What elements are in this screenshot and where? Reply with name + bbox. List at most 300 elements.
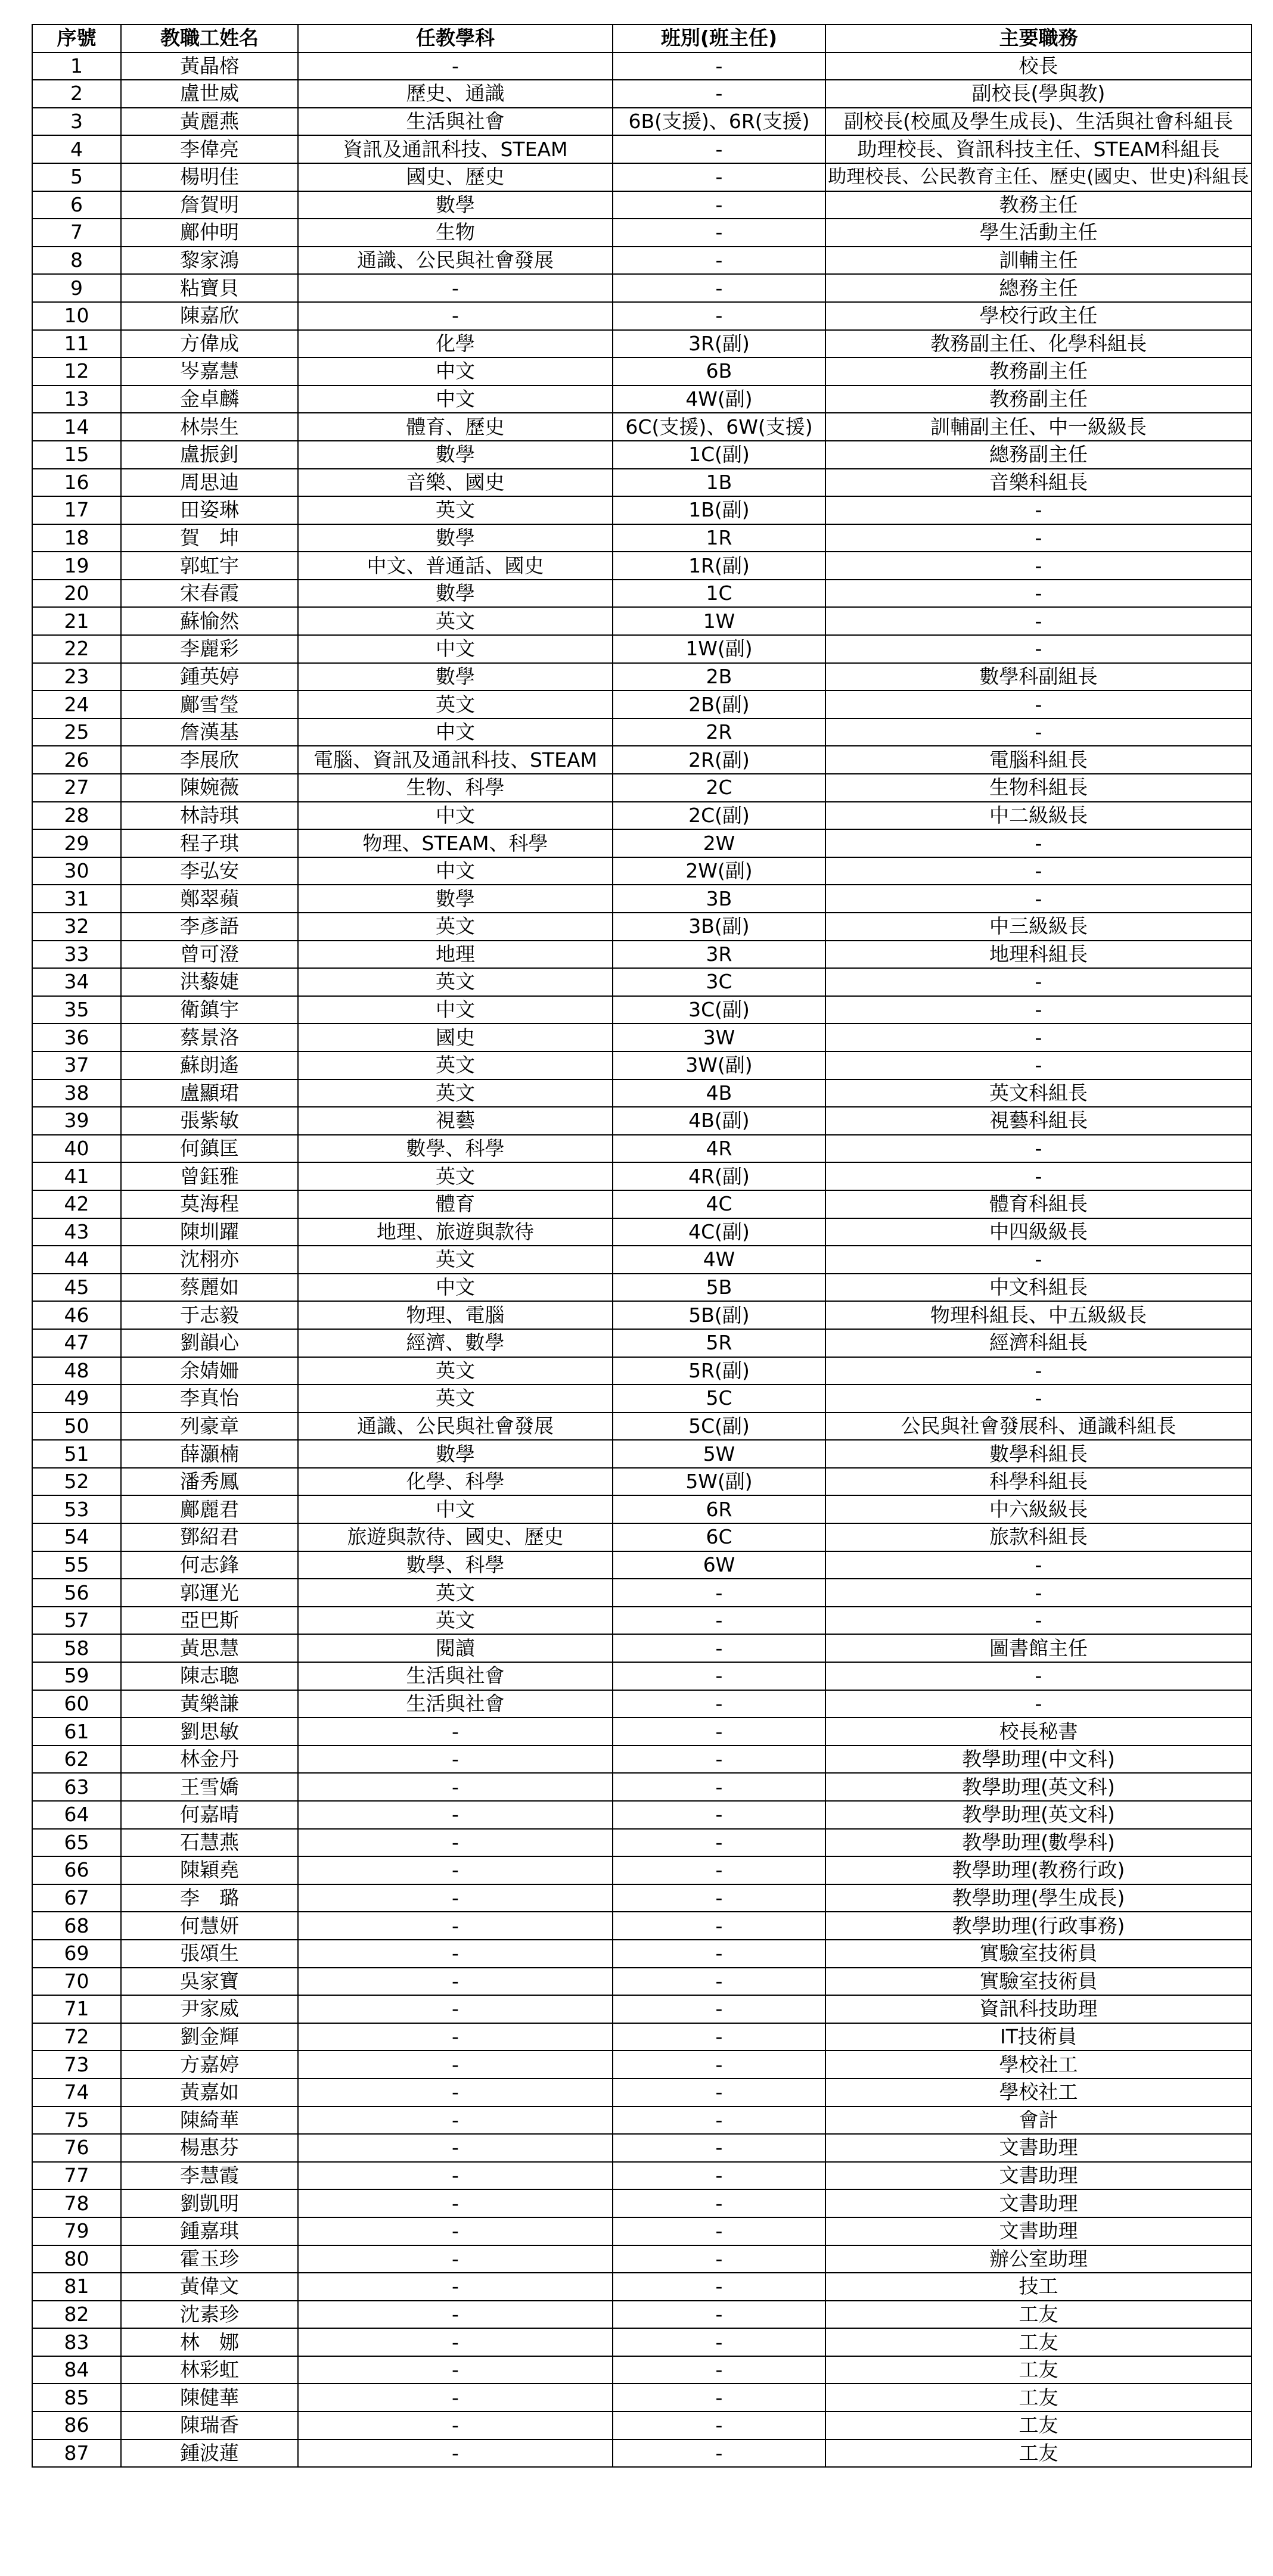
main-duties-cell: - bbox=[825, 1135, 1252, 1163]
table-row bbox=[32, 1357, 1252, 1385]
class-teacher-cell: 3C(副) bbox=[613, 996, 825, 1024]
table-row bbox=[32, 1718, 1252, 1746]
main-duties-cell: 公民與社會發展科、通識科組長 bbox=[825, 1413, 1252, 1441]
staff-name-cell: 鍾英婷 bbox=[121, 663, 298, 691]
main-duties-cell: 教學助理(英文科) bbox=[825, 1801, 1252, 1829]
serial-number-cell: 36 bbox=[32, 1023, 121, 1051]
staff-name-cell: 鄺雪瑩 bbox=[121, 690, 298, 718]
subjects-cell: 歷史、通識 bbox=[298, 80, 613, 108]
serial-number-cell: 86 bbox=[32, 2412, 121, 2440]
subjects-cell: 英文 bbox=[298, 1246, 613, 1274]
subjects-cell: 生活與社會 bbox=[298, 108, 613, 136]
staff-name-cell: 鍾波蓮 bbox=[121, 2440, 298, 2468]
serial-number-cell: 53 bbox=[32, 1495, 121, 1523]
main-duties-cell: 教學助理(數學科) bbox=[825, 1829, 1252, 1857]
class-teacher-cell: 5B(副) bbox=[613, 1301, 825, 1329]
main-duties-cell: 副校長(校風及學生成長)、生活與社會科組長 bbox=[825, 108, 1252, 136]
staff-name-cell: 黃偉文 bbox=[121, 2273, 298, 2301]
serial-number-cell: 69 bbox=[32, 1940, 121, 1968]
class-teacher-cell: 6B bbox=[613, 357, 825, 385]
subjects-cell: - bbox=[298, 2245, 613, 2273]
table-row bbox=[32, 2079, 1252, 2107]
class-teacher-cell: - bbox=[613, 1690, 825, 1718]
table-row bbox=[32, 1801, 1252, 1829]
header-subjects: 任教學科 bbox=[298, 24, 613, 52]
staff-name-cell: 余婧姍 bbox=[121, 1357, 298, 1385]
header-row bbox=[32, 24, 1252, 52]
class-teacher-cell: 2C(副) bbox=[613, 802, 825, 830]
staff-name-cell: 張紫敏 bbox=[121, 1107, 298, 1135]
class-teacher-cell: 4W(副) bbox=[613, 385, 825, 413]
subjects-cell: 物理、電腦 bbox=[298, 1301, 613, 1329]
subjects-cell: - bbox=[298, 2189, 613, 2217]
subjects-cell: 數學 bbox=[298, 663, 613, 691]
class-teacher-cell: 2C bbox=[613, 774, 825, 802]
serial-number-cell: 63 bbox=[32, 1773, 121, 1801]
serial-number-cell: 54 bbox=[32, 1523, 121, 1551]
serial-number-cell: 72 bbox=[32, 2023, 121, 2051]
class-teacher-cell: - bbox=[613, 302, 825, 330]
staff-name-cell: 賀 坤 bbox=[121, 524, 298, 552]
staff-name-cell: 衛鎮宇 bbox=[121, 996, 298, 1024]
main-duties-cell: 地理科組長 bbox=[825, 941, 1252, 969]
main-duties-cell: 訓輔副主任、中一級級長 bbox=[825, 413, 1252, 441]
table-row bbox=[32, 1773, 1252, 1801]
table-row bbox=[32, 1829, 1252, 1857]
table-row bbox=[32, 1301, 1252, 1329]
table-row bbox=[32, 2384, 1252, 2412]
staff-name-cell: 盧顯珺 bbox=[121, 1079, 298, 1107]
main-duties-cell: 學校行政主任 bbox=[825, 302, 1252, 330]
staff-name-cell: 李弘安 bbox=[121, 857, 298, 885]
table-row bbox=[32, 1690, 1252, 1718]
main-duties-cell: 教務副主任、化學科組長 bbox=[825, 330, 1252, 358]
subjects-cell: - bbox=[298, 1718, 613, 1746]
subjects-cell: 經濟、數學 bbox=[298, 1329, 613, 1357]
staff-name-cell: 陳圳躍 bbox=[121, 1218, 298, 1246]
class-teacher-cell: - bbox=[613, 2079, 825, 2107]
staff-name-cell: 黃嘉如 bbox=[121, 2079, 298, 2107]
table-row bbox=[32, 580, 1252, 608]
class-teacher-cell: 6C bbox=[613, 1523, 825, 1551]
serial-number-cell: 81 bbox=[32, 2273, 121, 2301]
table-row bbox=[32, 996, 1252, 1024]
serial-number-cell: 15 bbox=[32, 441, 121, 469]
serial-number-cell: 87 bbox=[32, 2440, 121, 2468]
class-teacher-cell: - bbox=[613, 1662, 825, 1690]
table-row bbox=[32, 885, 1252, 913]
class-teacher-cell: 6C(支援)、6W(支援) bbox=[613, 413, 825, 441]
table-row bbox=[32, 1856, 1252, 1884]
table-row bbox=[32, 1162, 1252, 1190]
table-row bbox=[32, 635, 1252, 663]
main-duties-cell: 總務主任 bbox=[825, 274, 1252, 302]
subjects-cell: - bbox=[298, 1746, 613, 1774]
class-teacher-cell: 6W bbox=[613, 1551, 825, 1579]
serial-number-cell: 22 bbox=[32, 635, 121, 663]
class-teacher-cell: - bbox=[613, 247, 825, 275]
staff-name-cell: 詹賀明 bbox=[121, 191, 298, 219]
main-duties-cell: - bbox=[825, 829, 1252, 857]
class-teacher-cell: 3W bbox=[613, 1023, 825, 1051]
serial-number-cell: 82 bbox=[32, 2301, 121, 2329]
main-duties-cell: 中六級級長 bbox=[825, 1495, 1252, 1523]
subjects-cell: - bbox=[298, 302, 613, 330]
table-row bbox=[32, 1495, 1252, 1523]
subjects-cell: 閱讀 bbox=[298, 1634, 613, 1662]
subjects-cell: 地理、旅遊與款待 bbox=[298, 1218, 613, 1246]
serial-number-cell: 25 bbox=[32, 718, 121, 746]
serial-number-cell: 77 bbox=[32, 2162, 121, 2190]
table-row bbox=[32, 191, 1252, 219]
staff-name-cell: 何志鋒 bbox=[121, 1551, 298, 1579]
subjects-cell: - bbox=[298, 52, 613, 80]
staff-name-cell: 林金丹 bbox=[121, 1746, 298, 1774]
serial-number-cell: 83 bbox=[32, 2328, 121, 2356]
table-row bbox=[32, 2107, 1252, 2135]
table-row bbox=[32, 1440, 1252, 1468]
staff-name-cell: 吳家寶 bbox=[121, 1968, 298, 1996]
table-row bbox=[32, 1079, 1252, 1107]
serial-number-cell: 62 bbox=[32, 1746, 121, 1774]
table-row bbox=[32, 441, 1252, 469]
subjects-cell: 化學、科學 bbox=[298, 1468, 613, 1496]
main-duties-cell: 數學科副組長 bbox=[825, 663, 1252, 691]
table-row bbox=[32, 1940, 1252, 1968]
subjects-cell: - bbox=[298, 2301, 613, 2329]
staff-name-cell: 郭虹宇 bbox=[121, 552, 298, 580]
table-row bbox=[32, 1051, 1252, 1079]
table-row bbox=[32, 1579, 1252, 1607]
table-row bbox=[32, 1634, 1252, 1662]
class-teacher-cell: 5R(副) bbox=[613, 1357, 825, 1385]
staff-name-cell: 列豪章 bbox=[121, 1413, 298, 1441]
class-teacher-cell: - bbox=[613, 2328, 825, 2356]
main-duties-cell: 資訊科技助理 bbox=[825, 1995, 1252, 2023]
subjects-cell: 中文 bbox=[298, 996, 613, 1024]
class-teacher-cell: - bbox=[613, 1912, 825, 1940]
class-teacher-cell: 4C(副) bbox=[613, 1218, 825, 1246]
staff-name-cell: 何慧妍 bbox=[121, 1912, 298, 1940]
serial-number-cell: 85 bbox=[32, 2384, 121, 2412]
staff-name-cell: 黃麗燕 bbox=[121, 108, 298, 136]
serial-number-cell: 34 bbox=[32, 968, 121, 996]
table-row bbox=[32, 718, 1252, 746]
staff-name-cell: 鄭翠蘋 bbox=[121, 885, 298, 913]
main-duties-cell: 經濟科組長 bbox=[825, 1329, 1252, 1357]
table-body bbox=[32, 52, 1252, 2468]
class-teacher-cell: 3B bbox=[613, 885, 825, 913]
class-teacher-cell: - bbox=[613, 1746, 825, 1774]
serial-number-cell: 5 bbox=[32, 163, 121, 191]
subjects-cell: 體育 bbox=[298, 1190, 613, 1218]
table-row bbox=[32, 1995, 1252, 2023]
main-duties-cell: 物理科組長、中五級級長 bbox=[825, 1301, 1252, 1329]
staff-name-cell: 岑嘉慧 bbox=[121, 357, 298, 385]
table-row bbox=[32, 1107, 1252, 1135]
table-row bbox=[32, 1551, 1252, 1579]
serial-number-cell: 39 bbox=[32, 1107, 121, 1135]
serial-number-cell: 6 bbox=[32, 191, 121, 219]
staff-name-cell: 李展欣 bbox=[121, 746, 298, 774]
table-row bbox=[32, 1274, 1252, 1302]
staff-name-cell: 林詩琪 bbox=[121, 802, 298, 830]
class-teacher-cell: 1W bbox=[613, 607, 825, 635]
class-teacher-cell: - bbox=[613, 2217, 825, 2245]
table-row bbox=[32, 1884, 1252, 1912]
table-row bbox=[32, 2273, 1252, 2301]
main-duties-cell: 教學助理(學生成長) bbox=[825, 1884, 1252, 1912]
staff-name-cell: 于志毅 bbox=[121, 1301, 298, 1329]
class-teacher-cell: 4R bbox=[613, 1135, 825, 1163]
table-row bbox=[32, 690, 1252, 718]
class-teacher-cell: - bbox=[613, 1884, 825, 1912]
table-row bbox=[32, 1468, 1252, 1496]
staff-name-cell: 沈栩亦 bbox=[121, 1246, 298, 1274]
main-duties-cell: 工友 bbox=[825, 2328, 1252, 2356]
table-row bbox=[32, 219, 1252, 247]
serial-number-cell: 21 bbox=[32, 607, 121, 635]
staff-name-cell: 石慧燕 bbox=[121, 1829, 298, 1857]
class-teacher-cell: - bbox=[613, 163, 825, 191]
staff-name-cell: 劉金輝 bbox=[121, 2023, 298, 2051]
header-serial-number: 序號 bbox=[32, 24, 121, 52]
staff-name-cell: 蘇愉然 bbox=[121, 607, 298, 635]
table-row bbox=[32, 1246, 1252, 1274]
main-duties-cell: 校長秘書 bbox=[825, 1718, 1252, 1746]
staff-name-cell: 沈素珍 bbox=[121, 2301, 298, 2329]
subjects-cell: 中文 bbox=[298, 1274, 613, 1302]
table-row bbox=[32, 1385, 1252, 1413]
serial-number-cell: 45 bbox=[32, 1274, 121, 1302]
subjects-cell: 英文 bbox=[298, 607, 613, 635]
main-duties-cell: 助理校長、資訊科技主任、STEAM科組長 bbox=[825, 135, 1252, 163]
table-row bbox=[32, 247, 1252, 275]
serial-number-cell: 3 bbox=[32, 108, 121, 136]
subjects-cell: 英文 bbox=[298, 913, 613, 941]
main-duties-cell: 旅款科組長 bbox=[825, 1523, 1252, 1551]
subjects-cell: 國史、歷史 bbox=[298, 163, 613, 191]
staff-name-cell: 楊明佳 bbox=[121, 163, 298, 191]
class-teacher-cell: 1C bbox=[613, 580, 825, 608]
subjects-cell: - bbox=[298, 1801, 613, 1829]
staff-name-cell: 何鎮匡 bbox=[121, 1135, 298, 1163]
main-duties-cell: 文書助理 bbox=[825, 2217, 1252, 2245]
main-duties-cell: - bbox=[825, 1162, 1252, 1190]
subjects-cell: 中文 bbox=[298, 718, 613, 746]
main-duties-cell: 視藝科組長 bbox=[825, 1107, 1252, 1135]
main-duties-cell: 文書助理 bbox=[825, 2189, 1252, 2217]
subjects-cell: - bbox=[298, 2412, 613, 2440]
table-row bbox=[32, 135, 1252, 163]
main-duties-cell: - bbox=[825, 968, 1252, 996]
main-duties-cell: 實驗室技術員 bbox=[825, 1968, 1252, 1996]
serial-number-cell: 74 bbox=[32, 2079, 121, 2107]
class-teacher-cell: 4B bbox=[613, 1079, 825, 1107]
table-row bbox=[32, 52, 1252, 80]
class-teacher-cell: - bbox=[613, 2023, 825, 2051]
main-duties-cell: - bbox=[825, 1579, 1252, 1607]
serial-number-cell: 42 bbox=[32, 1190, 121, 1218]
main-duties-cell: - bbox=[825, 607, 1252, 635]
table-row bbox=[32, 469, 1252, 497]
staff-name-cell: 李慧霞 bbox=[121, 2162, 298, 2190]
table-row bbox=[32, 2023, 1252, 2051]
table-row bbox=[32, 163, 1252, 191]
main-duties-cell: 電腦科組長 bbox=[825, 746, 1252, 774]
table-row bbox=[32, 1968, 1252, 1996]
class-teacher-cell: 1B(副) bbox=[613, 496, 825, 524]
main-duties-cell: - bbox=[825, 496, 1252, 524]
main-duties-cell: - bbox=[825, 690, 1252, 718]
class-teacher-cell: 4B(副) bbox=[613, 1107, 825, 1135]
serial-number-cell: 11 bbox=[32, 330, 121, 358]
class-teacher-cell: - bbox=[613, 1718, 825, 1746]
class-teacher-cell: 2R bbox=[613, 718, 825, 746]
subjects-cell: 物理、STEAM、科學 bbox=[298, 829, 613, 857]
subjects-cell: - bbox=[298, 2217, 613, 2245]
serial-number-cell: 61 bbox=[32, 1718, 121, 1746]
staff-name-cell: 詹漢基 bbox=[121, 718, 298, 746]
subjects-cell: 數學 bbox=[298, 1440, 613, 1468]
serial-number-cell: 78 bbox=[32, 2189, 121, 2217]
subjects-cell: 數學 bbox=[298, 580, 613, 608]
main-duties-cell: 數學科組長 bbox=[825, 1440, 1252, 1468]
table-row bbox=[32, 1329, 1252, 1357]
subjects-cell: 中文 bbox=[298, 857, 613, 885]
main-duties-cell: 工友 bbox=[825, 2440, 1252, 2468]
table-row bbox=[32, 1135, 1252, 1163]
serial-number-cell: 26 bbox=[32, 746, 121, 774]
main-duties-cell: 實驗室技術員 bbox=[825, 1940, 1252, 1968]
main-duties-cell: - bbox=[825, 580, 1252, 608]
staff-name-cell: 林崇生 bbox=[121, 413, 298, 441]
serial-number-cell: 50 bbox=[32, 1413, 121, 1441]
class-teacher-cell: 2W bbox=[613, 829, 825, 857]
serial-number-cell: 4 bbox=[32, 135, 121, 163]
class-teacher-cell: 2B bbox=[613, 663, 825, 691]
subjects-cell: 數學、科學 bbox=[298, 1135, 613, 1163]
table-row bbox=[32, 80, 1252, 108]
serial-number-cell: 29 bbox=[32, 829, 121, 857]
main-duties-cell: 會計 bbox=[825, 2107, 1252, 2135]
serial-number-cell: 48 bbox=[32, 1357, 121, 1385]
staff-name-cell: 蔡麗如 bbox=[121, 1274, 298, 1302]
table-row bbox=[32, 302, 1252, 330]
staff-name-cell: 蔡景洛 bbox=[121, 1023, 298, 1051]
main-duties-cell: 教務主任 bbox=[825, 191, 1252, 219]
subjects-cell: 生活與社會 bbox=[298, 1662, 613, 1690]
serial-number-cell: 60 bbox=[32, 1690, 121, 1718]
table-row bbox=[32, 108, 1252, 136]
main-duties-cell: 圖書館主任 bbox=[825, 1634, 1252, 1662]
class-teacher-cell: - bbox=[613, 1634, 825, 1662]
subjects-cell: 英文 bbox=[298, 1607, 613, 1635]
serial-number-cell: 7 bbox=[32, 219, 121, 247]
subjects-cell: - bbox=[298, 1968, 613, 1996]
main-duties-cell: 訓輔主任 bbox=[825, 247, 1252, 275]
subjects-cell: 數學 bbox=[298, 441, 613, 469]
table-row bbox=[32, 385, 1252, 413]
table-row bbox=[32, 774, 1252, 802]
main-duties-cell: - bbox=[825, 857, 1252, 885]
subjects-cell: - bbox=[298, 2440, 613, 2468]
class-teacher-cell: 3R bbox=[613, 941, 825, 969]
serial-number-cell: 56 bbox=[32, 1579, 121, 1607]
staff-name-cell: 周思迪 bbox=[121, 469, 298, 497]
table-row bbox=[32, 1413, 1252, 1441]
serial-number-cell: 35 bbox=[32, 996, 121, 1024]
main-duties-cell: - bbox=[825, 1662, 1252, 1690]
main-duties-cell: 中四級級長 bbox=[825, 1218, 1252, 1246]
header-staff-name: 教職工姓名 bbox=[121, 24, 298, 52]
main-duties-cell: IT技術員 bbox=[825, 2023, 1252, 2051]
serial-number-cell: 71 bbox=[32, 1995, 121, 2023]
table-row bbox=[32, 1912, 1252, 1940]
staff-name-cell: 盧振釗 bbox=[121, 441, 298, 469]
staff-name-cell: 楊惠芬 bbox=[121, 2134, 298, 2162]
staff-name-cell: 陳志聰 bbox=[121, 1662, 298, 1690]
main-duties-cell: 技工 bbox=[825, 2273, 1252, 2301]
staff-name-cell: 曾可澄 bbox=[121, 941, 298, 969]
main-duties-cell: - bbox=[825, 552, 1252, 580]
class-teacher-cell: - bbox=[613, 1995, 825, 2023]
main-duties-cell: 教務副主任 bbox=[825, 385, 1252, 413]
subjects-cell: 英文 bbox=[298, 1385, 613, 1413]
serial-number-cell: 17 bbox=[32, 496, 121, 524]
table-row bbox=[32, 2301, 1252, 2329]
staff-name-cell: 亞巴斯 bbox=[121, 1607, 298, 1635]
main-duties-cell: 中文科組長 bbox=[825, 1274, 1252, 1302]
main-duties-cell: 副校長(學與教) bbox=[825, 80, 1252, 108]
subjects-cell: 體育、歷史 bbox=[298, 413, 613, 441]
subjects-cell: 數學 bbox=[298, 191, 613, 219]
staff-name-cell: 黃晶榕 bbox=[121, 52, 298, 80]
main-duties-cell: 教學助理(行政事務) bbox=[825, 1912, 1252, 1940]
table-row bbox=[32, 496, 1252, 524]
serial-number-cell: 40 bbox=[32, 1135, 121, 1163]
staff-name-cell: 曾鈺雅 bbox=[121, 1162, 298, 1190]
main-duties-cell: - bbox=[825, 885, 1252, 913]
table-row bbox=[32, 2217, 1252, 2245]
staff-name-cell: 林彩虹 bbox=[121, 2356, 298, 2384]
class-teacher-cell: 5C bbox=[613, 1385, 825, 1413]
class-teacher-cell: - bbox=[613, 2051, 825, 2079]
serial-number-cell: 59 bbox=[32, 1662, 121, 1690]
serial-number-cell: 9 bbox=[32, 274, 121, 302]
table-row bbox=[32, 857, 1252, 885]
subjects-cell: 英文 bbox=[298, 1051, 613, 1079]
class-teacher-cell: - bbox=[613, 135, 825, 163]
subjects-cell: - bbox=[298, 2328, 613, 2356]
header-main-duties: 主要職務 bbox=[825, 24, 1252, 52]
serial-number-cell: 44 bbox=[32, 1246, 121, 1274]
main-duties-cell: - bbox=[825, 1023, 1252, 1051]
class-teacher-cell: 4W bbox=[613, 1246, 825, 1274]
subjects-cell: 英文 bbox=[298, 1079, 613, 1107]
serial-number-cell: 66 bbox=[32, 1856, 121, 1884]
main-duties-cell: 英文科組長 bbox=[825, 1079, 1252, 1107]
class-teacher-cell: 2R(副) bbox=[613, 746, 825, 774]
class-teacher-cell: 4R(副) bbox=[613, 1162, 825, 1190]
subjects-cell: 化學 bbox=[298, 330, 613, 358]
subjects-cell: - bbox=[298, 1940, 613, 1968]
main-duties-cell: - bbox=[825, 1551, 1252, 1579]
class-teacher-cell: 1R(副) bbox=[613, 552, 825, 580]
staff-name-cell: 黃思慧 bbox=[121, 1634, 298, 1662]
staff-name-cell: 劉韻心 bbox=[121, 1329, 298, 1357]
serial-number-cell: 12 bbox=[32, 357, 121, 385]
